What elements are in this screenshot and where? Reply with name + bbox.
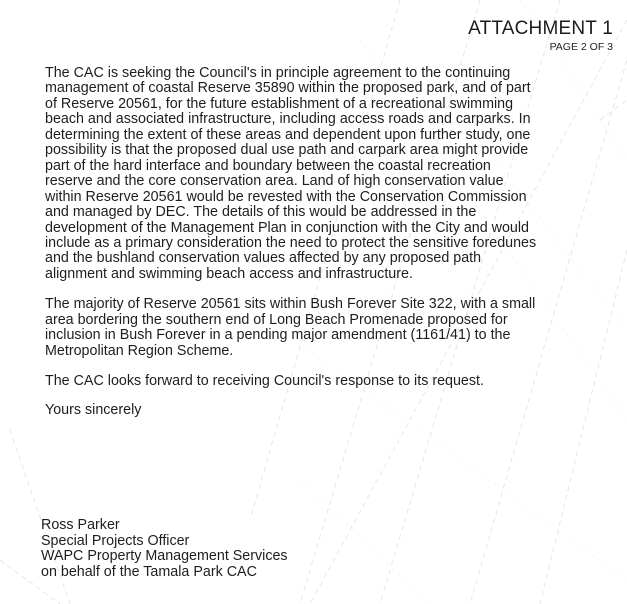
signature-block xyxy=(41,518,288,580)
signatory-on-behalf: on behalf of the Tamala Park CAC xyxy=(41,563,257,580)
signatory-title: Special Projects Officer xyxy=(41,532,190,549)
letter-body xyxy=(45,66,605,418)
paragraph-agreement-request: The CAC is seeking the Council's in principle agreement to the continuing management of coastal Reserve 35890 within the proposed park, and of part of Reserve 20561, for the future establishment of a recreational swimming beach and associated infrastructure, including access roads and carparks. In determining the extent of these areas and dependent upon further study, one possibility is that the proposed dual use path and carpark area might provide part of the hard interface and boundary between the coastal recreation reserve and the core conservation area. Land of high conservation value within Reserve 20561 would be revested with the Conservation Commission and managed by DEC. The details of this would be addressed in the development of the Management Plan in conjunction with the City and would include as a primary consideration the need to protect the sensitive foredunes and the bushland conservation values affected by any proposed path alignment and swimming beach access and infrastructure. xyxy=(45,65,537,282)
closing-salutation: Yours sincerely xyxy=(45,401,142,418)
signatory-name: Ross Parker xyxy=(41,517,120,533)
paragraph-response-request: The CAC looks forward to receiving Council's response to its request. xyxy=(45,373,484,390)
paragraph-bush-forever: The majority of Reserve 20561 sits within Bush Forever Site 322, with a small area bordering the southern end of Long Beach Promenade proposed for inclusion in Bush Forever in a pending major amendment (1161/41) to the Metropolitan Region Scheme. xyxy=(45,296,536,359)
page-number: PAGE 2 OF 3 xyxy=(549,41,613,53)
attachment-title: ATTACHMENT 1 xyxy=(468,18,613,39)
signatory-organisation: WAPC Property Management Services xyxy=(41,548,288,564)
